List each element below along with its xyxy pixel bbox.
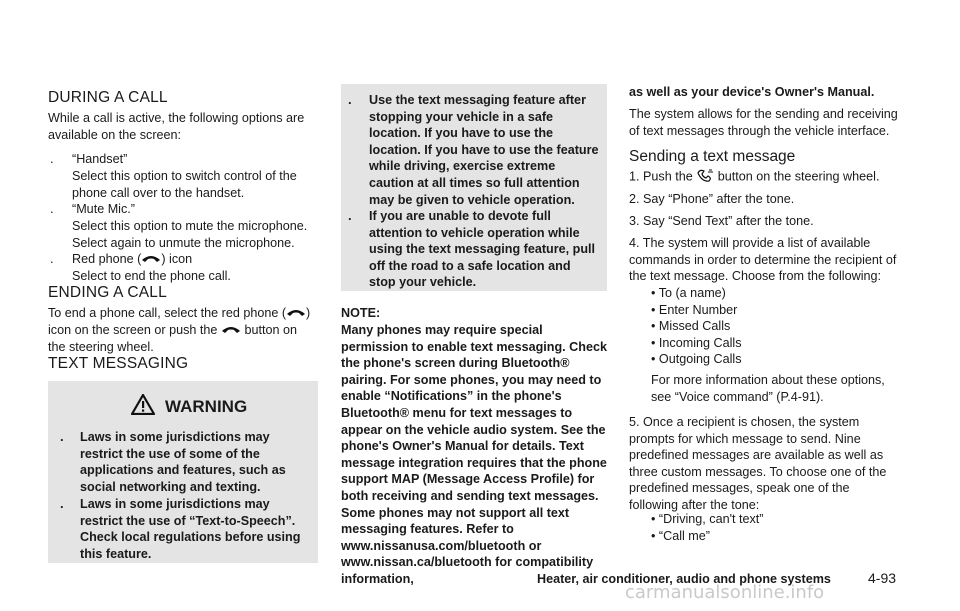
handset-desc: Select this option to switch control of the phone call over to the handset. bbox=[72, 169, 297, 200]
warning-title: WARNING bbox=[165, 397, 248, 416]
text-msg-caution-2: If you are unable to devote full attention to vehicle operation while using the text messaging feature, pull off the road to a safe location and stop your vehicle. bbox=[369, 209, 596, 290]
warning-item-2: Laws in some jurisdictions may restrict the use of “Text-to-Speech”. Check local regulations before using this feature. bbox=[80, 497, 301, 561]
step-5-options bbox=[651, 511, 764, 544]
footer-section-title: Heater, air conditioner, audio and phone systems bbox=[537, 572, 831, 586]
step-5: 5. Once a recipient is chosen, the system prompts for which message to send. Nine predefined messages are available as well as three custom messages. To choose one of the predefined messages, speak one of the following after the tone: bbox=[629, 415, 887, 512]
bullet: . bbox=[60, 429, 64, 444]
ending-text-line1: To end a phone call, select the red phone ( ) bbox=[48, 306, 311, 320]
note-label: NOTE: bbox=[341, 306, 381, 320]
bullet: . bbox=[348, 208, 352, 223]
step-4-more: For more information about these options, see “Voice command” (P.4-91). bbox=[651, 373, 885, 404]
list-item: • “Driving, can't text” bbox=[651, 512, 764, 526]
owners-manual-continuation: as well as your device's Owner's Manual. bbox=[629, 85, 875, 99]
text-messaging-heading: TEXT MESSAGING bbox=[48, 355, 189, 372]
bullet: . bbox=[50, 151, 54, 166]
handset-label: “Handset” bbox=[72, 152, 128, 166]
warning-triangle-icon bbox=[131, 394, 155, 420]
page-number: 4-93 bbox=[868, 570, 897, 586]
red-phone-line: Red phone ( ) icon bbox=[72, 252, 193, 266]
ending-text-line3: the steering wheel. bbox=[48, 340, 154, 354]
list-item: • Enter Number bbox=[651, 302, 738, 317]
bullet: . bbox=[60, 496, 64, 511]
phone-hangup-icon bbox=[141, 251, 161, 268]
red-phone-desc: Select to end the phone call. bbox=[72, 269, 231, 283]
warning-item-1: Laws in some jurisdictions may restrict the use of some of the applications and features, such as social networking and texting. bbox=[80, 430, 286, 494]
system-text: The system allows for the sending and receiving of text messages through the vehicle interface. bbox=[629, 107, 898, 138]
ending-a-call-heading: ENDING A CALL bbox=[48, 284, 167, 301]
ending-text-line2: icon on the screen or push the button on bbox=[48, 323, 297, 337]
during-intro: While a call is active, the following options are available on the screen: bbox=[48, 111, 305, 142]
step-2: 2. Say “Phone” after the tone. bbox=[629, 192, 795, 206]
phone-hangup-icon bbox=[221, 322, 241, 339]
list-item: • Incoming Calls bbox=[651, 335, 742, 350]
warning-box bbox=[48, 381, 318, 563]
bullet: . bbox=[348, 92, 352, 107]
during-a-call-heading: DURING A CALL bbox=[48, 89, 168, 106]
bullet: . bbox=[50, 201, 54, 216]
step-4-options bbox=[651, 285, 742, 368]
step-4: 4. The system will provide a list of available commands in order to determine the recipient of the text message. Choose from the following: bbox=[629, 236, 897, 284]
sending-text-heading: Sending a text message bbox=[629, 148, 796, 165]
step-1: 1. Push the button on the steering wheel. bbox=[629, 168, 879, 187]
list-item: • To (a name) bbox=[651, 286, 726, 300]
list-item: • “Call me” bbox=[651, 528, 710, 543]
text-msg-caution-1: Use the text messaging feature after stopping your vehicle in a safe location. If you have to use the location. If you have to use the feature while driving, exercise extreme caution at all times so full attention may be given to vehicle operation. bbox=[369, 93, 599, 207]
bullet: . bbox=[50, 251, 54, 266]
talk-button-icon bbox=[696, 168, 714, 187]
note-text: Many phones may require special permission to enable text messaging. Check the phone's screen during Bluetooth® pairing. For some phones, you may need to enable “Notifications” in the phone's Bluetooth® menu for text messages to appear on the vehicle audio system. See the phone's Owner's Manual for details. Text message integration requires that the phone support MAP (Message Access Profile) for both receiving and sending text messages. Some phones may not support all text messaging features. Refer to www.nissanusa.com/bluetooth or www.nissan.ca/bluetooth for compatibility information, bbox=[341, 323, 607, 586]
list-item: • Outgoing Calls bbox=[651, 352, 742, 367]
list-item: • Missed Calls bbox=[651, 319, 731, 334]
step-3: 3. Say “Send Text” after the tone. bbox=[629, 214, 814, 228]
watermark: carmanualsonline.info bbox=[625, 582, 825, 603]
mute-desc: Select this option to mute the microphone. Select again to unmute the microphone. bbox=[72, 219, 308, 250]
mute-label: “Mute Mic.” bbox=[72, 202, 135, 216]
warning-header bbox=[131, 394, 247, 420]
phone-hangup-icon bbox=[286, 305, 306, 322]
